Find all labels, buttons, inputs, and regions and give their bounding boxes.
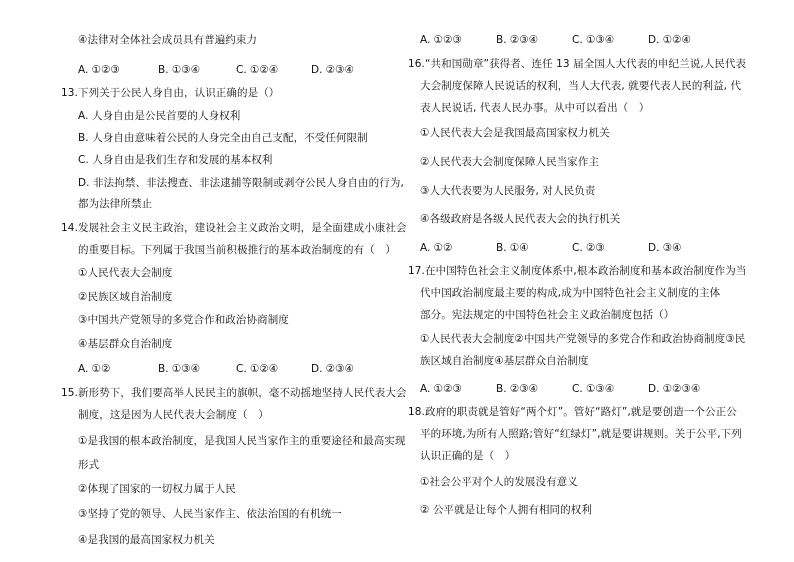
q15-stem-line1 bbox=[61, 386, 407, 400]
q17-option-c[interactable]: C. ①③④ bbox=[572, 383, 615, 395]
q18-item-1: ①社会公平对个人的发展没有意义 bbox=[420, 476, 578, 488]
q16-stem-line2: 大会制度保障人民说话的权利，当人大代表, 就要代表人民的利益, 代 bbox=[420, 80, 742, 92]
q15-stem-text-1: 新形势下，我们要高举人民民主的旗帜，毫不动摇地坚持人民代表大会 bbox=[78, 387, 407, 399]
q14-option-d[interactable]: D. ②③④ bbox=[311, 363, 354, 375]
q16-option-c[interactable]: C. ②③ bbox=[572, 242, 605, 254]
q16-option-d[interactable]: D. ③④ bbox=[648, 242, 682, 254]
q17-items-line1: ①人民代表大会制度②中国共产党领导的多党合作和政治协商制度③民 bbox=[420, 333, 746, 345]
q15-stem-line2: 制度，这是因为人民代表大会制度（ ） bbox=[78, 409, 269, 421]
q15-item-1: ①是我国的根本政治制度，是我国人民当家作主的重要途径和最高实现 bbox=[78, 435, 406, 447]
q16-item-3: ③人大代表要为人民服务, 对人民负责 bbox=[420, 185, 596, 197]
q14-option-a[interactable]: A. ①② bbox=[78, 363, 111, 375]
q13-option-d[interactable]: D. 非法拘禁、非法搜查、非法逮捕等限制或剥夺公民人身自由的行为, bbox=[78, 177, 404, 189]
q15-option-d[interactable]: D. ①②④ bbox=[648, 34, 691, 46]
q16-stem-text-1: “共和国勋章”获得者、连任 13 届全国人大代表的申纪兰说,人民代表 bbox=[425, 58, 747, 70]
q14-option-b[interactable]: B. ①③④ bbox=[158, 363, 201, 375]
q18-stem-line2: 平的环境,为所有人照路;管好“红绿灯”,就是要讲规则。关于公平,下列 bbox=[420, 428, 742, 440]
q16-stem-line1 bbox=[408, 57, 746, 71]
q18-number: 18. bbox=[408, 406, 425, 418]
q15-option-a[interactable]: A. ①②③ bbox=[420, 34, 462, 46]
q17-number: 17. bbox=[408, 265, 425, 277]
q17-stem-line1 bbox=[408, 264, 746, 278]
q15-option-b[interactable]: B. ②③④ bbox=[496, 34, 539, 46]
q13-option-b[interactable]: B. 人身自由意味着公民的人身完全由自己支配，不受任何限制 bbox=[78, 132, 368, 144]
q14-number: 14. bbox=[61, 222, 78, 234]
q16-number: 16. bbox=[408, 58, 425, 70]
q18-stem-text-1: 政府的职责就是管好“两个灯”。管好“路灯”,就是要创造一个公正公 bbox=[425, 406, 737, 418]
q13-stem-text: 下列关于公民人身自由，认识正确的是（） bbox=[78, 87, 280, 99]
left-column bbox=[61, 0, 407, 562]
q18-stem-line1 bbox=[408, 405, 737, 419]
q16-item-2: ②人民代表大会制度保障人民当家作主 bbox=[420, 156, 600, 168]
q16-stem-line3: 表人民说话, 代表人民办事。从中可以看出（ ） bbox=[420, 102, 650, 114]
q16-option-a[interactable]: A. ①② bbox=[420, 242, 453, 254]
q16-option-b[interactable]: B. ①④ bbox=[496, 242, 529, 254]
q14-item-2: ②民族区域自治制度 bbox=[78, 291, 173, 303]
q18-item-2: ② 公平就是让每个人拥有相同的权利 bbox=[420, 504, 592, 516]
q15-item-1-cont: 形式 bbox=[78, 459, 100, 471]
q15-option-c[interactable]: C. ①③④ bbox=[572, 34, 615, 46]
q14-item-4: ④基层群众自治制度 bbox=[78, 338, 173, 350]
q14-item-3: ③中国共产党领导的多党合作和政治协商制度 bbox=[78, 314, 289, 326]
q14-option-c[interactable]: C. ①②④ bbox=[236, 363, 279, 375]
q15-item-4: ④是我国的最高国家权力机关 bbox=[78, 534, 215, 546]
q13-option-c[interactable]: C. 人身自由是我们生存和发展的基本权利 bbox=[78, 154, 273, 166]
q15-item-2: ②体现了国家的一切权力属于人民 bbox=[78, 483, 236, 495]
q12-option-b[interactable]: B. ①③④ bbox=[158, 64, 201, 76]
q12-option-a[interactable]: A. ①②③ bbox=[78, 64, 120, 76]
q17-option-b[interactable]: B. ②③④ bbox=[496, 383, 539, 395]
q12-item-4: ④法律对全体社会成员具有普遍约束力 bbox=[78, 34, 258, 46]
q12-option-d[interactable]: D. ②③④ bbox=[311, 64, 354, 76]
q14-stem-text-1: 发展社会主义民主政治，建设社会主义政治文明，是全面建成小康社会 bbox=[78, 222, 407, 234]
q17-stem-text-1: 在中国特色社会主义制度体系中,根本政治制度和基本政治制度作为当 bbox=[425, 265, 747, 277]
q14-stem-line1 bbox=[61, 221, 407, 235]
q17-stem-line3: 部分。宪法规定的中国特色社会主义政治制度包括（） bbox=[420, 309, 675, 321]
q12-option-c[interactable]: C. ①②④ bbox=[236, 64, 279, 76]
q14-item-1: ①人民代表大会制度 bbox=[78, 267, 173, 279]
q13-stem bbox=[61, 86, 279, 100]
q15-number: 15. bbox=[61, 387, 78, 399]
q13-option-d-cont: 都为法律所禁止 bbox=[78, 198, 153, 210]
q17-stem-line2: 代中国政治制度最主要的构成,成为中国特色社会主义制度的主体 bbox=[420, 287, 721, 299]
q18-stem-line3: 认识正确的是（ ） bbox=[420, 450, 516, 462]
q17-option-d[interactable]: D. ①②③④ bbox=[648, 383, 701, 395]
q13-number: 13. bbox=[61, 87, 78, 99]
q17-items-line2: 族区域自治制度④基层群众自治制度 bbox=[420, 355, 589, 367]
q14-stem-line2: 的重要目标。下列属于我国当前积极推行的基本政治制度的有（ ） bbox=[78, 244, 396, 256]
q13-option-a[interactable]: A. 人身自由是公民首要的人身权利 bbox=[78, 110, 241, 122]
q16-item-1: ①人民代表大会是我国最高国家权力机关 bbox=[420, 127, 610, 139]
q17-option-a[interactable]: A. ①②③ bbox=[420, 383, 462, 395]
right-column bbox=[408, 0, 747, 562]
q16-item-4: ④各级政府是各级人民代表大会的执行机关 bbox=[420, 213, 621, 225]
q15-item-3: ③坚持了党的领导、人民当家作主、依法治国的有机统一 bbox=[78, 508, 342, 520]
